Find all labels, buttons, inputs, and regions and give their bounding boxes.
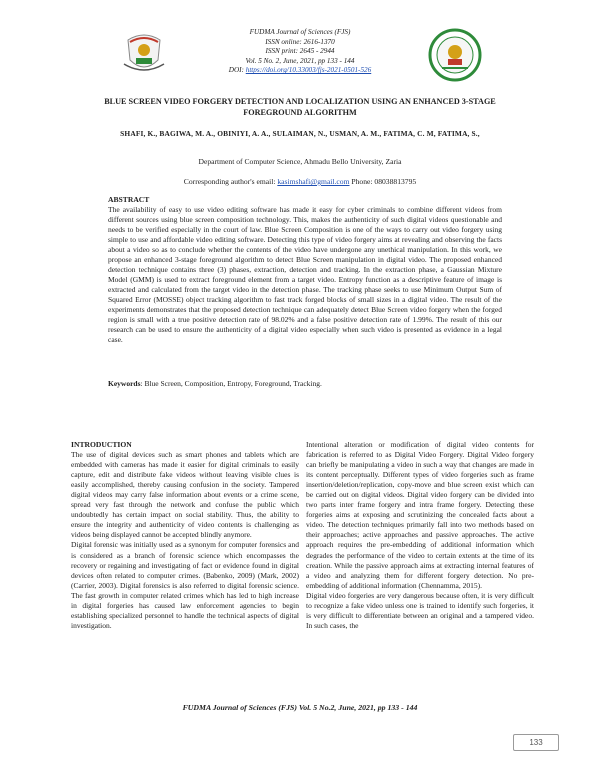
- corr-phone: Phone: 08038813795: [349, 177, 417, 186]
- journal-header: [150, 28, 450, 76]
- page-number: 133: [513, 734, 559, 751]
- affiliation: Department of Computer Science, Ahmadu Bello University, Zaria: [198, 157, 402, 166]
- paper-title: BLUE SCREEN VIDEO FORGERY DETECTION AND LOCALIZATION USING AN ENHANCED 3-STAGE FOREGROUND ALGORITHM: [104, 97, 496, 117]
- journal-name: FUDMA Journal of Sciences (FJS): [249, 28, 351, 36]
- keywords-label: Keywords: [108, 379, 141, 388]
- keywords: [108, 379, 502, 388]
- volume-info: Vol. 5 No. 2, June, 2021, pp 133 - 144: [245, 56, 355, 65]
- doi-label: DOI:: [228, 66, 246, 75]
- right-column: [306, 440, 534, 631]
- doi-link[interactable]: https://doi.org/10.33003/fjs-2021-0501-526: [245, 66, 372, 75]
- corr-email-link[interactable]: kasimshafi@gmail.com: [277, 177, 350, 186]
- keywords-text: : Blue Screen, Composition, Entropy, Foreground, Tracking.: [140, 379, 322, 388]
- page-footer: FUDMA Journal of Sciences (FJS) Vol. 5 No.2, June, 2021, pp 133 - 144: [182, 703, 418, 712]
- abstract-section: [108, 195, 502, 345]
- abstract-text: The availability of easy to use video editing software has made it easy for cyber criminals to combine different videos from different sources using blue screen composition technology. This, makes the authenticity of such digital videos questionable and needs to be verified especially in the court of law. Blue Screen Composition is one of the ways to carry out video forgery using simple to use and affordable video editing software. Detecting this type of video forgery aims at revealing and observing the facts about a video so as to conclude whether the contents of the video have undergone any unethical manipulation. In this work, we propose an enhanced 3-stage foreground algorithm to detect Blue Screen manipulation in digital video. The proposed enhanced detection technique contains three (3) phases, extraction, detection and tracking. In the extraction phase, a Gaussian Mixture Model (GMM) is used to extract foreground element from a target video. Entropy function as a descriptive feature of image is extracted and calculated from the target video in the detection phase. The tracking phase seeks to use Minimum Output Sum of Squared Error (MOSSE) object tracking algorithm to fast track forged blocks of small sizes in a digital video. The result of the experiments demonstrates that the proposed detection technique can adequately detect Blue Screen video forgery when the forged region is small with a true positive detection rate of 98.02% and a false positive detection rate of 1.99%. The result of this our research can be used to ensure the authenticity of a digital video especially when such video is presented as evidence in a legal case.: [108, 205, 502, 344]
- left-column: [71, 440, 299, 631]
- doi-line: [150, 66, 450, 76]
- issn-print: ISSN print: 2645 - 2944: [265, 47, 335, 56]
- author-list: SHAFI, K., BAGIWA, M. A., OBINIYI, A. A., SULAIMAN, N., USMAN, A. M., FATIMA, C. M, FATIMA, S.,: [120, 129, 480, 138]
- paragraph: Digital forensic was initially used as a synonym for computer forensics and is considered as a branch of forensic science which encompasses the recovery or regaining and investigating of fact or evidence found in digital devices often related to computer crimes. (Babenko, 2009) (Mark, 2002) (Carrier, 2003). Digital forensics is also referred to digital forensic science. The fast growth in computer related crimes which has led to high increase in digital forgeries has caused law enforcement agencies to begin establishing specialized personnel to handle the technical aspects of digital investigation.: [71, 540, 299, 630]
- corr-label: Corresponding author's email:: [183, 177, 278, 186]
- paragraph: The use of digital devices such as smart phones and tablets which are embedded with cameras has made it easier for digital criminals to easily capture, edit and distribute fake videos without leaving visible clues is easily accomplished, thereby causing confusion in the society. Tampered digital videos may carry false information about events or a crime scene, spread very fast through the network and confuse the public which undoubtedly has certain impact on social stability. Thus, the ability to ensure the integrity and authenticity of video contents is challenging as videos being displayed cannot be accepted blindly anymore.: [71, 450, 299, 540]
- corresponding-author: [80, 177, 520, 186]
- paragraph: Intentional alteration or modification of digital video contents for fabrication is referred to as Digital Video Forgery. Digital Video forgery can briefly be manipulating a video in such a way that changes are made in its content perceptually. Different types of video forgeries such as frame insertion/deletion/replication, copy-move and blue screen exist which can be carried out on digital videos. Digital video forgery can be divided into two parts inter frame forgery and intra frame forgery. Detecting these forgeries aims at exposing and scrutinizing the concealed facts about a video. The detection techniques primarily fall into two methods based on their approaches; active approaches and passive approaches. The active approach requires the pre-embedding of additional information which degrades the performance of the video to certain extents at the time of its creation. While the passive approach aims at extracting internal features of a video and analyzing them for different forgery detection. No pre-embedding of additional information (Chennamma, 2015).: [306, 440, 534, 590]
- abstract-heading: ABSTRACT: [108, 195, 150, 204]
- section-heading-introduction: INTRODUCTION: [71, 440, 132, 449]
- paragraph: Digital video forgeries are very dangerous because often, it is very difficult to recognize a fake video unless one is trained to identify such forgeries, it is very difficult to differentiate between an original and a tampered video. In such cases, the: [306, 590, 534, 630]
- issn-online: ISSN online: 2616-1370: [265, 37, 335, 46]
